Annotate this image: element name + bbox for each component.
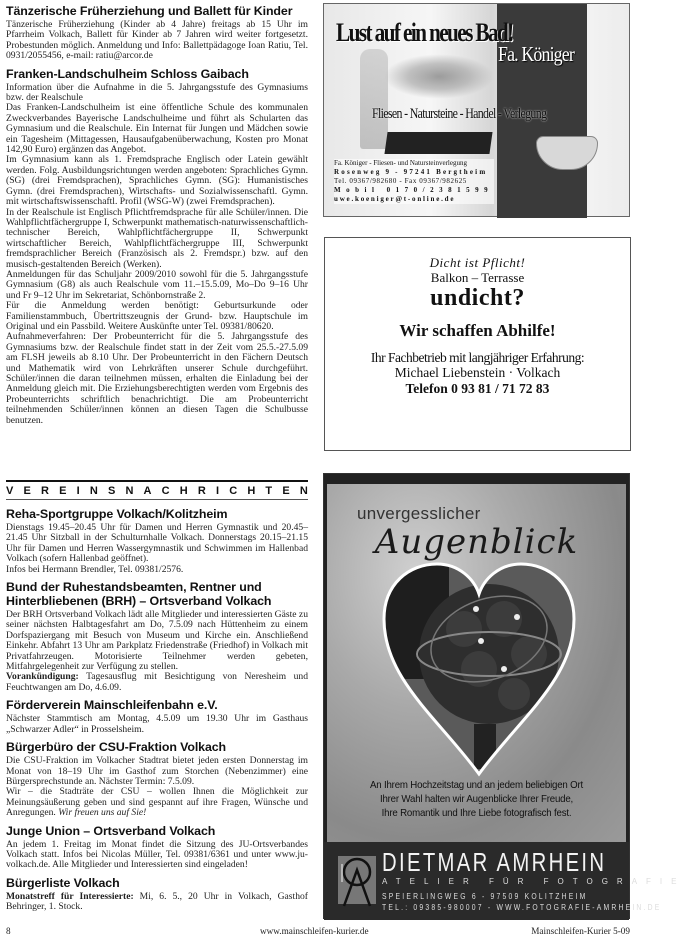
- article-paragraph-announcement: [6, 672, 308, 693]
- section-title-letter: N: [89, 485, 98, 497]
- section-title-letter: C: [161, 485, 170, 497]
- section-title-vereinsnachrichten: [6, 485, 308, 497]
- upper-articles-column: [6, 4, 308, 426]
- lower-articles-column: [6, 507, 308, 913]
- article-paragraph: Der BRH Ortsverband Volkach lädt alle Mitglieder und interessierten Gäste zu seiner nächsten Halbtagesfahrt am Do, 7.5.09 nach Hüttenheim zu einem Dorfspaziergang mit Besuch von Museum und Kirche ein. Anschließend Einkehr. Abfahrt 13 Uhr am Parkplatz Friedenstraße (Friedhof) in Volkach mit Privatfahrzeugen. Motorisierte Teilnehmer werden gebeten, Mitfahrgelegenheit zur Verfügung zu stellen.: [6, 609, 308, 673]
- ad-photographer-name: DIETMAR AMRHEIN: [382, 847, 607, 877]
- article-paragraph: In der Realschule ist Englisch Pflichtfremdsprache für alle Schüler/innen. Die Wahlpflichtfächergruppe I, Schwerpunkt mathematisch-naturwissenschaftlich-technischer Bereich, Wahlpflichtfächergruppe II, Schwerpunkt wirtschaftlicher Bereich, Wahlpflichtfächergruppe III, Schwerpunkt fremdsprachlicher Bereich (Französisch als 2. Fremdspr.) bzw. auf den musisch-gestaltenden Bereich (Werken).: [6, 206, 308, 270]
- section-title-letter: R: [197, 485, 206, 497]
- ad-brand: Fa. Königer: [498, 42, 574, 66]
- section-title-letter: N: [299, 485, 308, 497]
- article-title-reha: Reha-Sportgruppe Volkach/Kolitzheim: [6, 507, 228, 521]
- buergerliste-text: Mi, 6. 5., 20 Uhr in Volkach, Gasthof Behringer, 1. Stock.: [6, 890, 308, 913]
- contact-email: uwe.koeniger@t-online.de: [334, 195, 456, 203]
- article-paragraph: Information über die Aufnahme in die 5. Jahrgangsstufe des Gymnasiums bzw. der Realschule: [6, 81, 308, 104]
- article-paragraph: Für die Anmeldung werden benötigt: Geburtsurkunde oder Familienstammbuch, Übertrittszeugnis der Grund- bzw. Hauptschule im Original und ein Passbild. Weitere Auskünfte unter Tel. 09381/80620.: [6, 300, 308, 332]
- amrhein-logo-icon: [336, 852, 378, 908]
- section-title-letter: T: [265, 485, 273, 497]
- article-title-ballett: Tänzerische Früherziehung und Ballett für Kinder: [6, 4, 293, 18]
- article-paragraph: Im Gymnasium kann als 1. Fremdsprache Englisch oder Latein gewählt werden. Folg. Ausbildungsrichtungen werden angeboten: Sprachliches Gymn. (SG) (drei Fremdsprachen), Sprachliches Gymn. (SG): Humanistisches Gymn. (drei Fremdsprachen), Wirtschafts- und Sozialwissenschaftl. Gymn. mit wirtschaftswissenschaftl. Profil (WSG-W) (zwei Fremdsprachen).: [6, 154, 308, 208]
- section-title-letter: E: [282, 485, 290, 497]
- ad-amrhein: [323, 473, 686, 919]
- contact-address: Rosenweg 9 - 97241 Bergtheim: [334, 168, 488, 176]
- ad-caption: [336, 779, 617, 821]
- section-title-letter: N: [125, 485, 134, 497]
- caption-line: Ihrer Wahl halten wir Augenblicke Ihrer Freude,: [379, 794, 574, 805]
- article-title-mainschleifenbahn: Förderverein Mainschleifenbahn e.V.: [6, 698, 218, 713]
- ad-contact-block: [334, 159, 494, 204]
- ad-photographer-address: SPEIERLINGWEG 6 - 97509 KOLITZHEIM: [382, 892, 588, 901]
- article-paragraph: An jedem 1. Freitag im Monat findet die Sitzung des JU-Ortsverbandes Volkach statt. Infos bei Nicolas Müller, Tel. 09381/6361 und unter www.ju-volkach.de. Alle Mitglieder und Interessierten sind eingeladen!: [6, 838, 308, 871]
- page-number: 8: [6, 926, 11, 936]
- csu-text: Wir – die Stadträte der CSU – wollen Ihnen die Möglichkeit zur Meinungsäußerung geben und sind gespannt auf ihre Fragen, Wünsche und Anregungen.: [6, 786, 308, 819]
- bold-lead: Vorankündigung:: [6, 671, 79, 683]
- ad-line-slogan: Dicht ist Pflicht!: [429, 255, 526, 270]
- article-title-junge-union: Junge Union – Ortsverband Volkach: [6, 823, 216, 838]
- section-title-letter: R: [41, 485, 49, 497]
- heart-bouquet-image: [379, 559, 579, 779]
- ad-line-name: Michael Liebenstein · Volkach: [394, 365, 561, 380]
- ad-services: Fliesen - Natursteine - Handel - Verlegung: [372, 106, 547, 122]
- section-title-letter: E: [59, 485, 67, 497]
- article-title-csu: Bürgerbüro der CSU-Fraktion Volkach: [6, 740, 227, 755]
- article-paragraph: Dienstags 19.45–20.45 Uhr für Damen und Herren Gymnastik und 20.45–21.45 Uhr Sitzball in der Schulturnhalle Volkach. Donnerstags 20.15–21.15 Uhr für Damen und Herren Wassergymnastik und Schwimmen im Hallenbad Volkach (sofern Hallenbad geöffnet).: [6, 522, 308, 565]
- caption-line: An Ihrem Hochzeitstag und an jedem beliebigen Ort: [370, 780, 583, 791]
- ad-line-undicht: undicht?: [430, 285, 525, 311]
- section-title-letter: I: [215, 485, 220, 497]
- article-paragraph: [6, 892, 308, 913]
- article-paragraph: Nächster Stammtisch am Montag, 4.5.09 um 19.30 Uhr im Gasthaus „Schwarzer Adler“ in Prosselsheim.: [6, 713, 308, 735]
- washbasin-image: [384, 132, 492, 154]
- footer-issue: Mainschleifen-Kurier 5-09: [531, 926, 630, 936]
- section-title-letter: E: [23, 485, 31, 497]
- ad-tagline-small: unvergesslicher: [357, 504, 481, 523]
- ad-headline: Lust auf ein neues Bad!: [336, 18, 513, 47]
- footer-url: www.mainschleifen-kurier.de: [260, 926, 369, 936]
- article-title-brh: Bund der Ruhestandsbeamten, Rentner und Hinterbliebenen (BRH) – Ortsverband Volkach: [6, 580, 272, 609]
- caption-line: Ihre Romantik und Ihre Liebe fotografisch fest.: [381, 808, 572, 819]
- article-body-ballett: Tänzerische Früherziehung (Kinder ab 4 Jahre) freitags ab 15 Uhr im Pfarrheim Volkach, Ballett für Kinder ab 7 Jahren wird weiter fortgesetzt. Probestunden möglich. Anmeldung und Info: Ballettpädagoge Ioan Ratiu, Tel. 0931/2055456, e-mail: ratiu@arcor.de: [6, 19, 308, 62]
- article-paragraph: Das Franken-Landschulheim ist eine öffentliche Schule des kommunalen Zweckverbandes Bayerische Landschulheime und führt als Schularten das Gymnasium und die Realschule. Ein Internat für Jungen und Mädchen sowie ein Tagesheim (Mittagessen, Hausaufgabenüberwachung, Kosten pro Monat 142,90 Euro) ergänzen das Angebot.: [6, 102, 308, 156]
- article-paragraph: Anmeldungen für das Schuljahr 2009/2010 sowohl für die 5. Jahrgangsstufe Gymnasium (G8) als auch Realschule vom 11.–15.5.09, Mo–Do 9–16 Uhr und Fr 9–12 Uhr im Sekretariat, Schönbornstraße 2.: [6, 268, 308, 301]
- contact-mobile: Mobil 0170/2381599: [334, 186, 494, 194]
- ad-line-abhilfe: Wir schaffen Abhilfe!: [399, 321, 556, 340]
- contact-company: Fa. Königer - Fliesen- und Natursteinverlegung: [334, 159, 467, 167]
- article-paragraph: [6, 787, 308, 818]
- ad-line-fachbetrieb: Ihr Fachbetrieb mit langjähriger Erfahrung:: [370, 350, 585, 365]
- ad-line-phone: Telefon 0 93 81 / 71 72 83: [405, 381, 550, 396]
- ad-koeniger: [323, 3, 630, 217]
- article-paragraph: Infos bei Hermann Brendler, Tel. 09381/2576.: [6, 563, 184, 575]
- section-title-letter: C: [229, 485, 238, 497]
- ad-photographer-subtitle: ATELIER FÜR FOTOGRAFIE: [382, 877, 686, 886]
- section-title-letter: V: [6, 485, 14, 497]
- section-bottom-rule: [6, 499, 308, 500]
- contact-phone: Tel. 09367/982680 - Fax 09367/982625: [334, 177, 467, 185]
- plant-image: [384, 54, 494, 99]
- section-title-letter: H: [179, 485, 188, 497]
- article-title-gaibach: Franken-Landschulheim Schloss Gaibach: [6, 66, 249, 81]
- article-paragraph: Aufnahmeverfahren: Der Probeunterricht für die 5. Jahrgangsstufe des Gymnasiums bzw. der Realschule findet statt in der Zeit vom 25.5.-27.5.09 am FLSH jeweils ab 8.10 Uhr. Der Probeunterricht in den Fächern Deutsch und Mathematik wird von Lehrkräften unserer Schule durchgeführt. Schüler/innen die daran teilnehmen müssen, erhalten die Einladung bei der Anmeldung gleich mit. Die Erziehungsberechtigten werden vom Ergebnis des Probeunterrichts schriftlich benachrichtigt. Die am Probeunterricht teilnehmenden Schüler/innen können an diesen Tagen die Schulbusse benutzen.: [6, 331, 308, 426]
- ad-line-balkon: Balkon – Terrasse: [430, 270, 525, 285]
- ad-footer-banner: [324, 842, 686, 920]
- section-title-letter: I: [76, 485, 80, 497]
- section-title-letter: A: [143, 485, 152, 497]
- ad-liebenstein: [324, 237, 631, 451]
- section-top-rule: [6, 480, 308, 482]
- article-paragraph: Die CSU-Fraktion im Volkacher Stadtrat bietet jeden ersten Donnerstag im Monat von 18–19 Uhr im Gasthof zum Storchen (Nebenzimmer) eine Bürgersprechstunde an. Nächster Termin: 7.5.09.: [6, 755, 308, 787]
- csu-italic-text: Wir freuen uns auf Sie!: [58, 807, 147, 819]
- ad-tagline-script: Augenblick: [374, 522, 579, 562]
- announcement-text: Tagesausflug mit Besichtigung von Neresheim und Feuchtwangen am Do, 4.6.09.: [6, 671, 308, 693]
- section-title-letter: H: [247, 485, 256, 497]
- ad-photographer-contact: TEL.: 09385-980007 - WWW.FOTOGRAFIE-AMRHEIN.DE: [382, 903, 662, 912]
- article-title-buergerliste: Bürgerliste Volkach: [6, 875, 120, 890]
- section-title-letter: S: [107, 485, 116, 497]
- ad-photo-background: [327, 484, 626, 842]
- bold-lead: Monatstreff für Interessierte:: [6, 890, 134, 902]
